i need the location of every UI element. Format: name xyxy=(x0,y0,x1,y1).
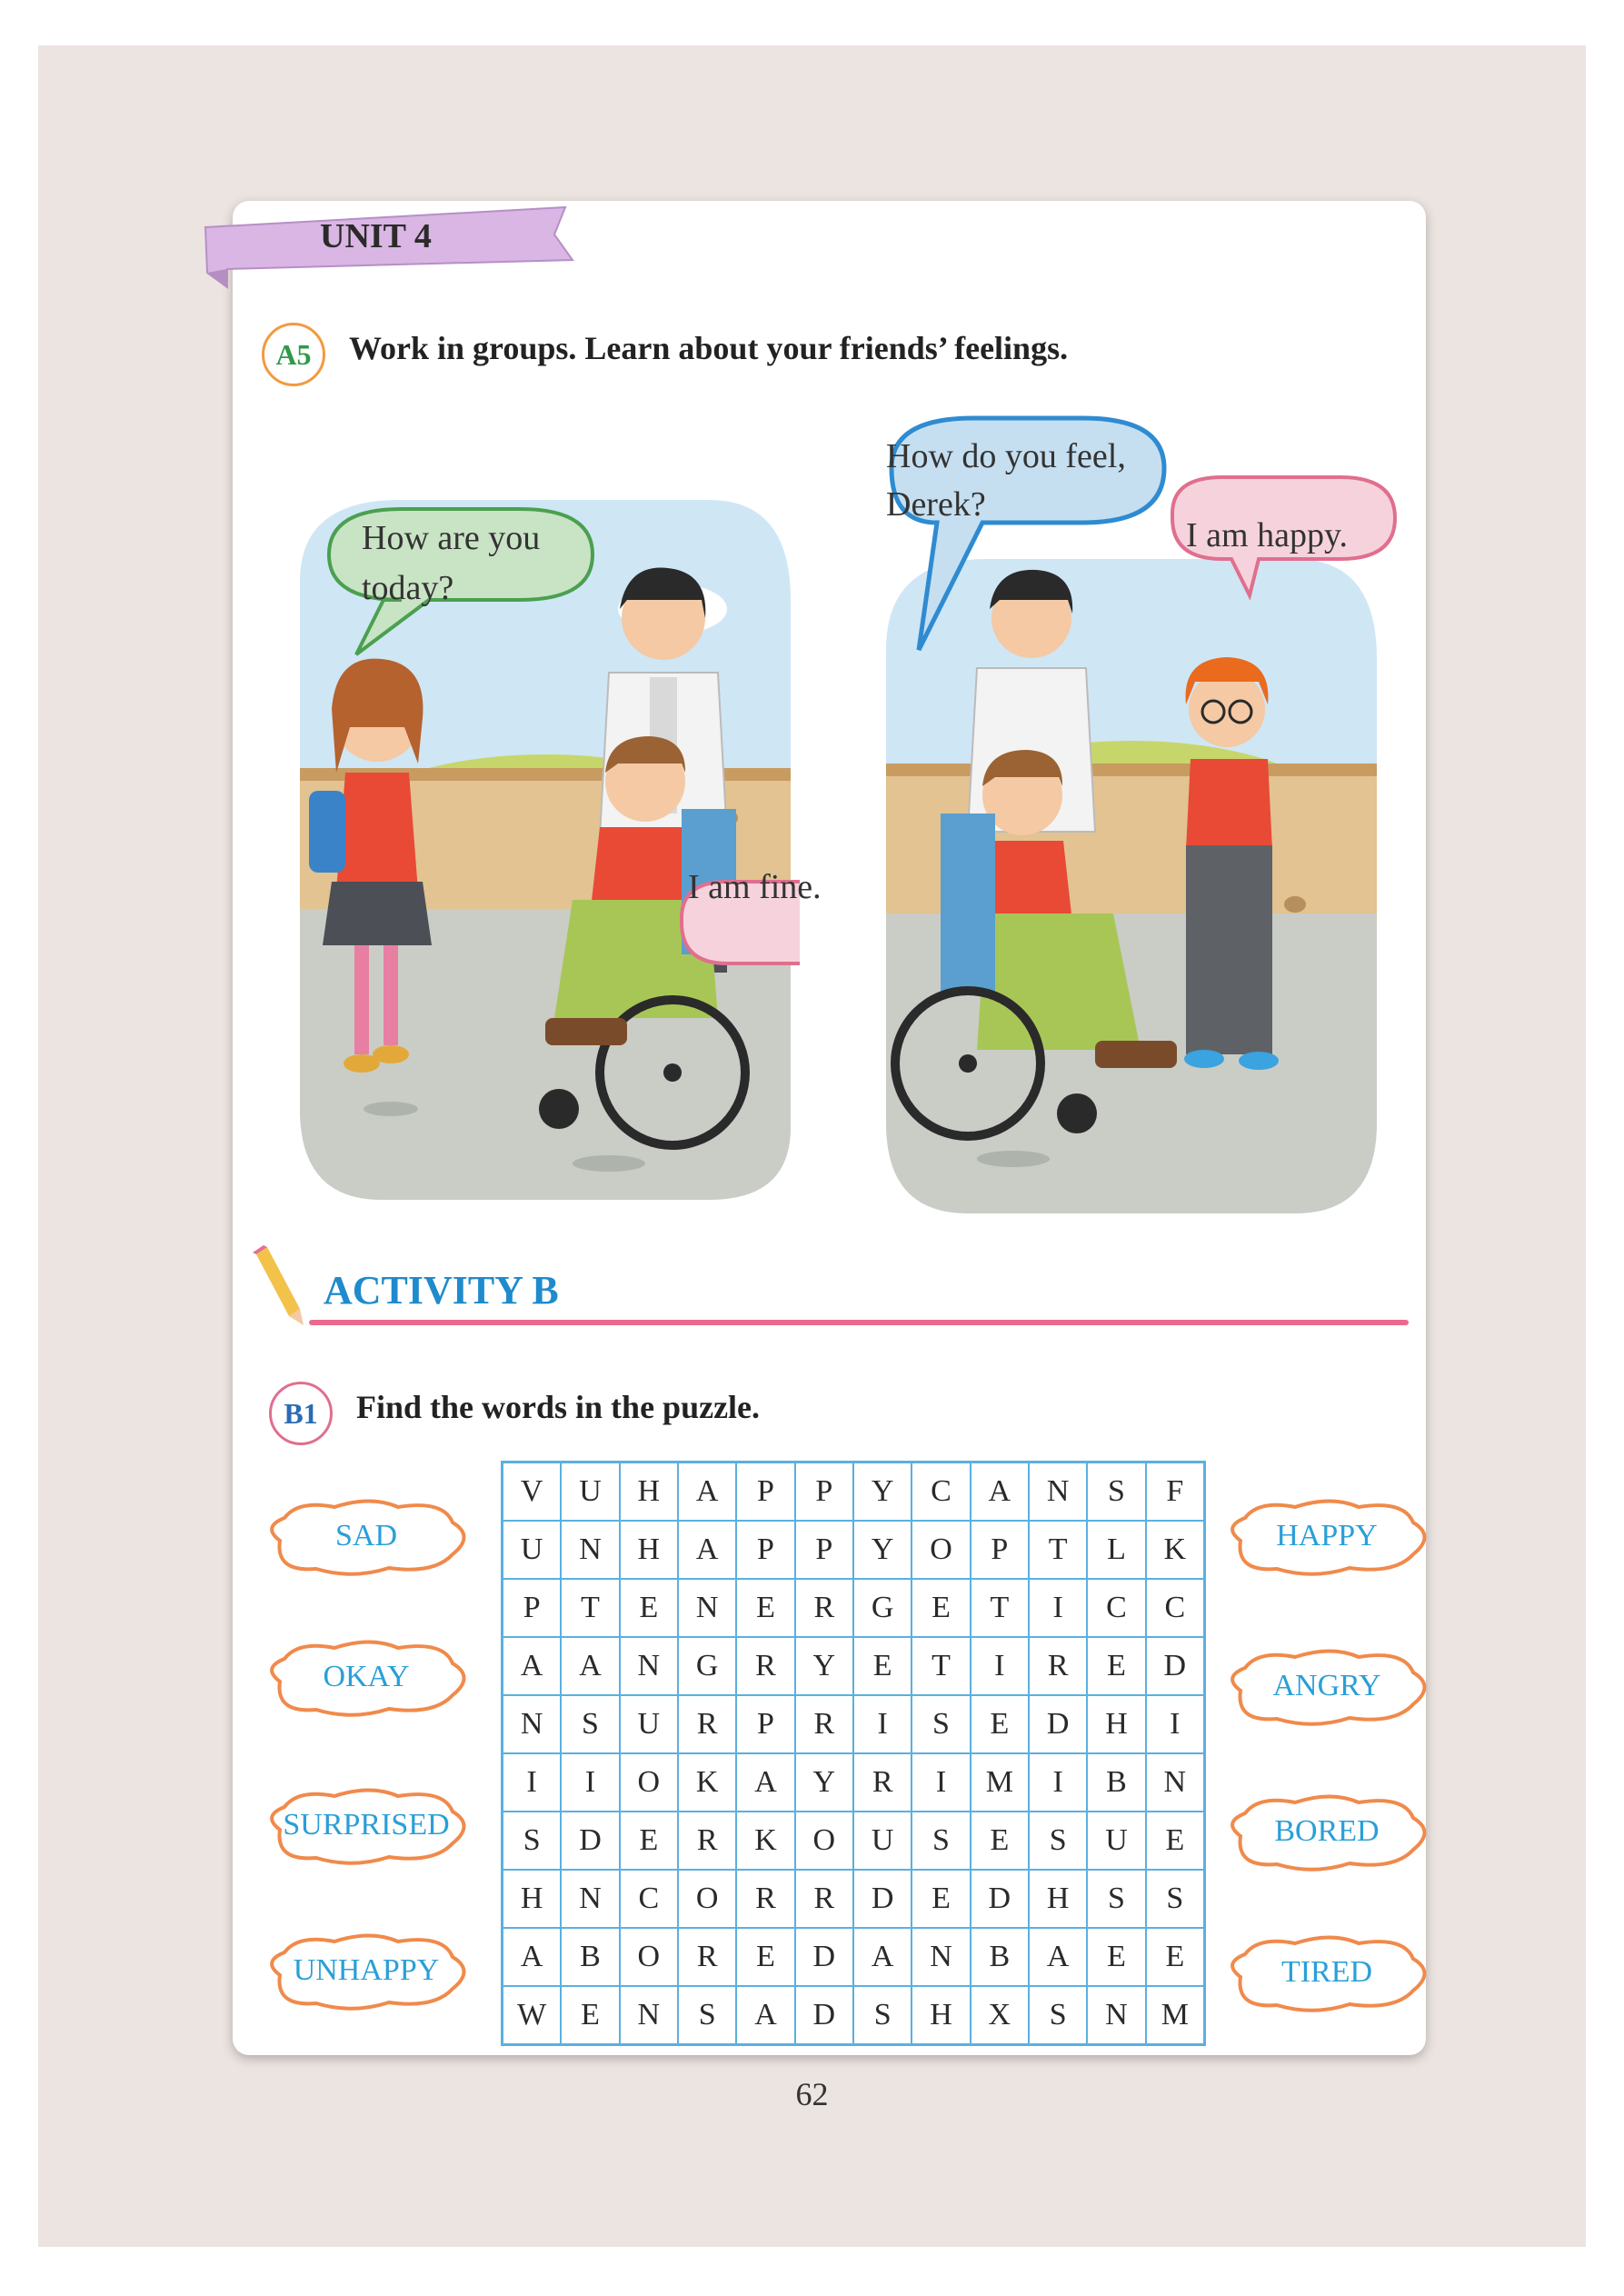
page-number: 62 xyxy=(795,2076,829,2112)
grid-cell: N xyxy=(561,1870,619,1928)
word-cloud xyxy=(1213,1786,1440,1877)
grid-cell: B xyxy=(1087,1753,1145,1812)
grid-cell: B xyxy=(561,1928,619,1986)
scene-left xyxy=(282,473,800,1218)
grid-cell: P xyxy=(503,1579,561,1637)
b1-badge: B1 xyxy=(269,1382,333,1445)
grid-cell: G xyxy=(678,1637,736,1695)
grid-cell: I xyxy=(561,1753,619,1812)
grid-cell: I xyxy=(971,1637,1029,1695)
grid-cell: A xyxy=(853,1928,912,1986)
grid-cell: H xyxy=(503,1870,561,1928)
grid-cell: E xyxy=(971,1812,1029,1870)
word-cloud xyxy=(1213,1641,1440,1732)
grid-cell: E xyxy=(971,1695,1029,1753)
grid-cell: T xyxy=(561,1579,619,1637)
grid-cell: E xyxy=(912,1579,970,1637)
word-cloud xyxy=(253,1925,480,2016)
bubble-left-question-line-2: today? xyxy=(362,569,454,607)
grid-cell: S xyxy=(678,1986,736,2044)
grid-cell: D xyxy=(1029,1695,1087,1753)
grid-cell: E xyxy=(853,1637,912,1695)
grid-cell: A xyxy=(1029,1928,1087,1986)
grid-cell: E xyxy=(736,1579,794,1637)
grid-cell: S xyxy=(561,1695,619,1753)
grid-cell: P xyxy=(736,1462,794,1521)
grid-cell: Y xyxy=(853,1462,912,1521)
grid-cell: D xyxy=(1146,1637,1204,1695)
grid-cell: E xyxy=(736,1928,794,1986)
grid-cell: N xyxy=(620,1986,678,2044)
grid-cell: S xyxy=(1146,1870,1204,1928)
grid-cell: O xyxy=(678,1870,736,1928)
grid-cell: E xyxy=(620,1579,678,1637)
word-cloud xyxy=(253,1491,480,1582)
grid-cell: B xyxy=(971,1928,1029,1986)
bubble-right-question-line-2: Derek? xyxy=(886,485,986,524)
grid-cell: U xyxy=(620,1695,678,1753)
grid-cell: I xyxy=(503,1753,561,1812)
grid-cell: W xyxy=(503,1986,561,2044)
grid-cell: I xyxy=(912,1753,970,1812)
grid-cell: N xyxy=(912,1928,970,1986)
word-label: OKAY xyxy=(323,1660,410,1693)
grid-cell: O xyxy=(620,1928,678,1986)
unit-label: UNIT 4 xyxy=(320,217,432,255)
grid-cell: M xyxy=(1146,1986,1204,2044)
grid-cell: K xyxy=(1146,1521,1204,1579)
grid-cell: R xyxy=(795,1579,853,1637)
word-label: BORED xyxy=(1274,1814,1380,1848)
grid-cell: R xyxy=(1029,1637,1087,1695)
grid-cell: S xyxy=(912,1812,970,1870)
grid-cell: H xyxy=(1087,1695,1145,1753)
grid-cell: N xyxy=(1087,1986,1145,2044)
bubble-right-answer: I am happy. xyxy=(1186,516,1348,554)
bubble-right-question-line-1: How do you feel, xyxy=(886,437,1126,475)
grid-cell: P xyxy=(795,1521,853,1579)
grid-cell: K xyxy=(678,1753,736,1812)
grid-cell: I xyxy=(1146,1695,1204,1753)
grid-cell: E xyxy=(561,1986,619,2044)
grid-cell: S xyxy=(1029,1986,1087,2044)
word-label: SURPRISED xyxy=(283,1808,450,1842)
grid-cell: S xyxy=(912,1695,970,1753)
grid-cell: R xyxy=(736,1637,794,1695)
grid-cell: C xyxy=(912,1462,970,1521)
grid-cell: H xyxy=(620,1521,678,1579)
grid-cell: L xyxy=(1087,1521,1145,1579)
grid-cell: S xyxy=(503,1812,561,1870)
grid-cell: D xyxy=(853,1870,912,1928)
grid-cell: S xyxy=(853,1986,912,2044)
grid-cell: O xyxy=(912,1521,970,1579)
grid-cell: D xyxy=(561,1812,619,1870)
grid-cell: R xyxy=(678,1928,736,1986)
grid-cell: A xyxy=(736,1986,794,2044)
grid-cell: R xyxy=(795,1695,853,1753)
grid-cell: G xyxy=(853,1579,912,1637)
word-cloud xyxy=(253,1780,480,1871)
grid-cell: C xyxy=(620,1870,678,1928)
grid-cell: U xyxy=(503,1521,561,1579)
activity-title: ACTIVITY B xyxy=(324,1268,559,1313)
grid-cell: P xyxy=(736,1521,794,1579)
grid-cell: N xyxy=(1029,1462,1087,1521)
grid-cell: V xyxy=(503,1462,561,1521)
grid-cell: R xyxy=(736,1870,794,1928)
grid-cell: N xyxy=(620,1637,678,1695)
word-label: SAD xyxy=(334,1519,398,1552)
word-cloud xyxy=(1213,1491,1440,1582)
grid-cell: H xyxy=(912,1986,970,2044)
grid-cell: N xyxy=(561,1521,619,1579)
grid-cell: S xyxy=(1087,1462,1145,1521)
a5-badge: A5 xyxy=(262,323,325,386)
grid-cell: U xyxy=(853,1812,912,1870)
grid-cell: O xyxy=(795,1812,853,1870)
a5-instruction: Work in groups. Learn about your friends’ feelings. xyxy=(349,330,1069,366)
grid-cell: C xyxy=(1087,1579,1145,1637)
grid-cell: Y xyxy=(853,1521,912,1579)
grid-cell: S xyxy=(1087,1870,1145,1928)
grid-cell: H xyxy=(1029,1870,1087,1928)
grid-cell: D xyxy=(795,1986,853,2044)
grid-cell: O xyxy=(620,1753,678,1812)
grid-cell: I xyxy=(1029,1753,1087,1812)
activity-underline xyxy=(309,1320,1409,1325)
pencil-icon xyxy=(247,1245,311,1327)
grid-cell: U xyxy=(561,1462,619,1521)
grid-cell: S xyxy=(1029,1812,1087,1870)
b1-instruction: Find the words in the puzzle. xyxy=(356,1389,761,1425)
grid-cell: T xyxy=(1029,1521,1087,1579)
grid-cell: H xyxy=(620,1462,678,1521)
grid-cell: R xyxy=(795,1870,853,1928)
word-label: TIRED xyxy=(1280,1955,1373,1989)
word-label: UNHAPPY xyxy=(293,1953,440,1987)
bubble-left-answer: I am fine. xyxy=(688,868,822,906)
grid-cell: P xyxy=(795,1462,853,1521)
grid-cell: N xyxy=(678,1579,736,1637)
grid-cell: R xyxy=(678,1695,736,1753)
grid-cell: A xyxy=(503,1637,561,1695)
grid-cell: Y xyxy=(795,1753,853,1812)
grid-cell: A xyxy=(736,1753,794,1812)
grid-cell: D xyxy=(795,1928,853,1986)
scene-left-illustration xyxy=(282,473,800,1218)
grid-cell: C xyxy=(1146,1579,1204,1637)
grid-cell: I xyxy=(1029,1579,1087,1637)
word-cloud xyxy=(253,1632,480,1722)
grid-cell: A xyxy=(561,1637,619,1695)
grid-cell: D xyxy=(971,1870,1029,1928)
grid-cell: E xyxy=(1146,1812,1204,1870)
grid-cell: M xyxy=(971,1753,1029,1812)
word-search-grid xyxy=(501,1461,1206,2046)
grid-cell: A xyxy=(971,1462,1029,1521)
grid-cell: T xyxy=(912,1637,970,1695)
grid-cell: K xyxy=(736,1812,794,1870)
grid-cell: T xyxy=(971,1579,1029,1637)
grid-cell: E xyxy=(1146,1928,1204,1986)
grid-cell: E xyxy=(1087,1928,1145,1986)
grid-cell: N xyxy=(503,1695,561,1753)
grid-cell: R xyxy=(853,1753,912,1812)
grid-cell: R xyxy=(678,1812,736,1870)
grid-cell: E xyxy=(912,1870,970,1928)
word-cloud xyxy=(1213,1927,1440,2018)
grid-cell: U xyxy=(1087,1812,1145,1870)
grid-cell: X xyxy=(971,1986,1029,2044)
grid-cell: A xyxy=(678,1521,736,1579)
grid-cell: N xyxy=(1146,1753,1204,1812)
grid-cell: I xyxy=(853,1695,912,1753)
grid-cell: F xyxy=(1146,1462,1204,1521)
grid-cell: A xyxy=(678,1462,736,1521)
word-label: ANGRY xyxy=(1272,1669,1381,1702)
word-label: HAPPY xyxy=(1276,1519,1378,1552)
grid-cell: P xyxy=(736,1695,794,1753)
grid-cell: P xyxy=(971,1521,1029,1579)
grid-cell: Y xyxy=(795,1637,853,1695)
bubble-left-question-line-1: How are you xyxy=(362,519,541,557)
grid-cell: A xyxy=(503,1928,561,1986)
grid-cell: E xyxy=(1087,1637,1145,1695)
grid-cell: E xyxy=(620,1812,678,1870)
